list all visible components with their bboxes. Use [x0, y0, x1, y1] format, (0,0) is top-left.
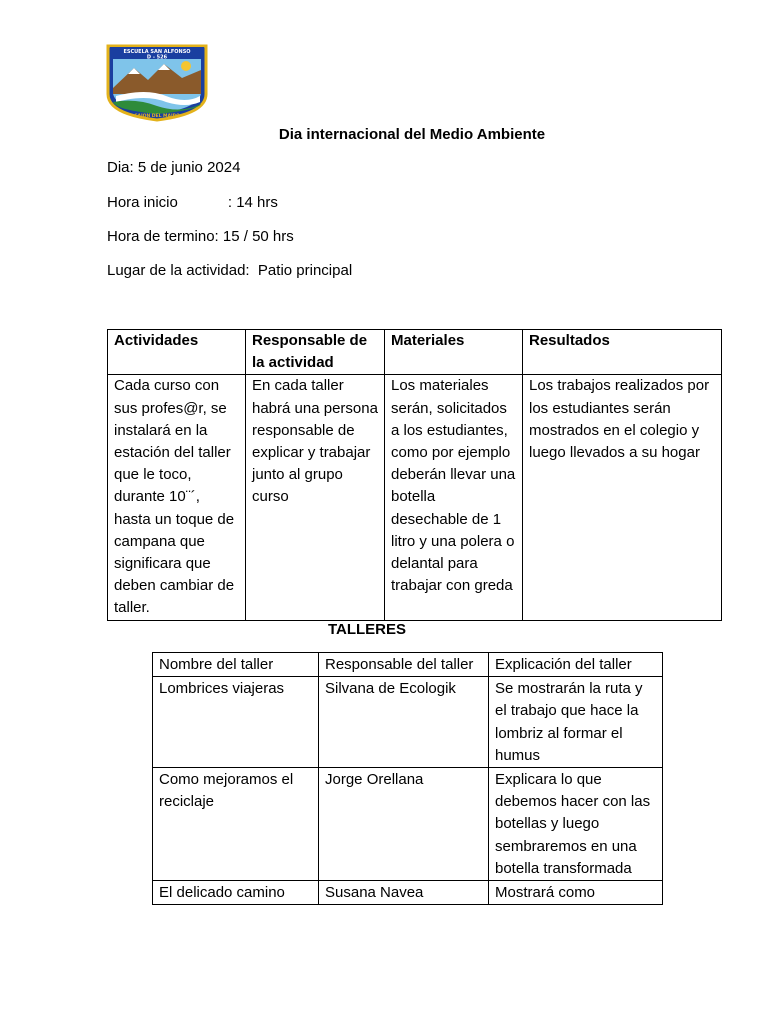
activities-table [107, 329, 722, 621]
column-header: Materiales [385, 330, 523, 375]
table-cell: Mostrará como [489, 881, 663, 905]
end-time: Hora de termino: 15 / 50 hrs [107, 228, 294, 245]
column-header: Nombre del taller [153, 653, 319, 677]
table-cell: Silvana de Ecologik [319, 677, 489, 768]
event-date: Dia: 5 de junio 2024 [107, 159, 241, 176]
school-crest-logo [106, 44, 208, 122]
table-cell: El delicado camino [153, 881, 319, 905]
table-cell: Los trabajos realizados por los estudiantes serán mostrados en el colegio y luego llevados a su hogar [523, 375, 722, 620]
table-row [108, 375, 722, 620]
document-title: Dia internacional del Medio Ambiente [278, 126, 546, 143]
column-header: Responsable de la actividad [246, 330, 385, 375]
column-header: Explicación del taller [489, 653, 663, 677]
column-header: Responsable del taller [319, 653, 489, 677]
table-cell: Explicara lo que debemos hacer con las botellas y luego sembraremos en una botella transformada [489, 768, 663, 881]
table-cell: Susana Navea [319, 881, 489, 905]
table-cell: Los materiales serán, solicitados a los estudiantes, como por ejemplo deberán llevar una botella desechable de 1 litro y una polera o delantal para trabajar con greda [385, 375, 523, 620]
table-cell: Se mostrarán la ruta y el trabajo que hace la lombriz al formar el humus [489, 677, 663, 768]
table-cell: En cada taller habrá una persona responsable de explicar y trabajar junto al grupo curso [246, 375, 385, 620]
table-header-row [108, 330, 722, 375]
column-header: Resultados [523, 330, 722, 375]
table-cell: Jorge Orellana [319, 768, 489, 881]
start-time: Hora inicio : 14 hrs [107, 194, 278, 211]
talleres-title: TALLERES [327, 621, 407, 638]
column-header: Actividades [108, 330, 246, 375]
table-cell: Lombrices viajeras [153, 677, 319, 768]
table-cell: Como mejoramos el reciclaje [153, 768, 319, 881]
table-header-row [153, 653, 663, 677]
logo-text-top: ESCUELA SAN ALFONSO [123, 49, 191, 55]
table-row [153, 677, 663, 768]
logo-text-bottom: CAJON DEL MAIPO [134, 114, 180, 119]
logo-text-code: D - 526 [146, 54, 168, 61]
talleres-table [152, 652, 663, 905]
table-row [153, 768, 663, 881]
activity-location: Lugar de la actividad: Patio principal [107, 262, 353, 279]
table-row [153, 881, 663, 905]
table-cell: Cada curso con sus profes@r, se instalará en la estación del taller que le toco, durante 10¨´, hasta un toque de campana que significara que deben cambiar de taller. [108, 375, 246, 620]
